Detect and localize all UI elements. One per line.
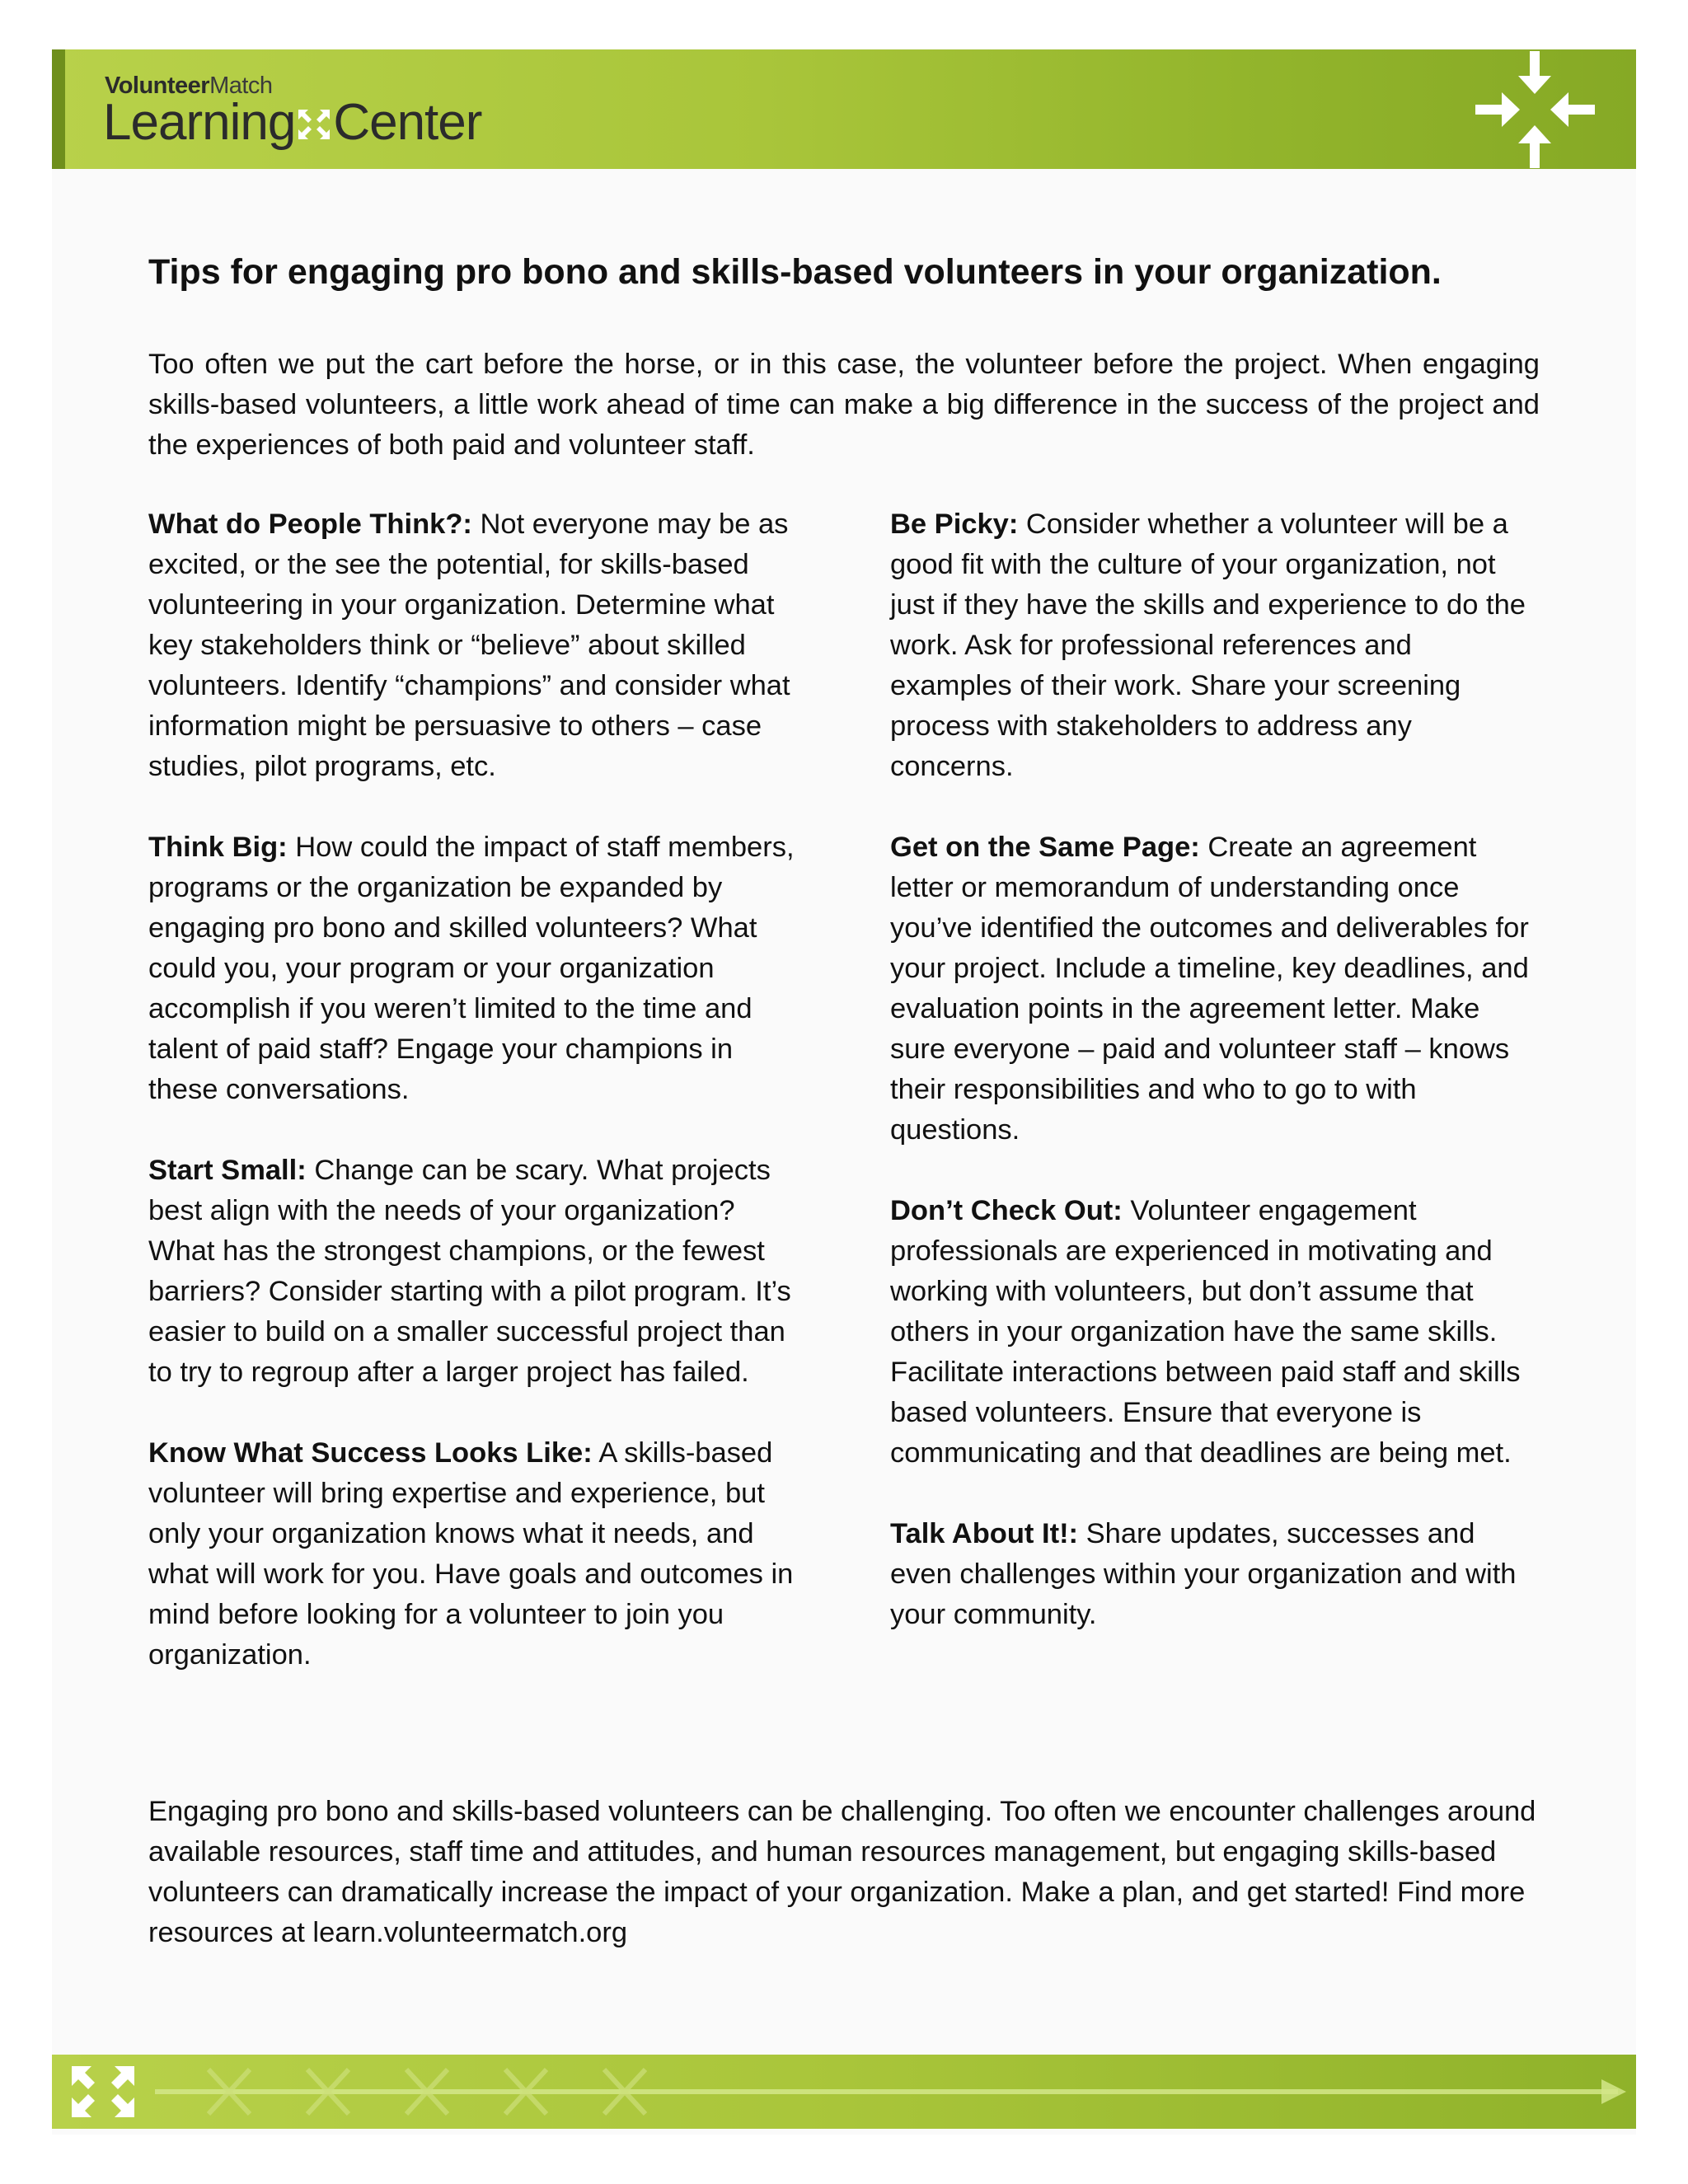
tip-text: Create an agreement letter or memorandum of understanding once you’ve identified the outcomes and deliverables for your project. Include a timeline, key deadlines, and evaluation points in the agreement letter. Make sure everyone – paid and volunteer staff – knows their responsibilities and who to go to with questions. [890,832,1529,1146]
footer-corner-arrows-icon [72,2066,134,2117]
tip-label: Think Big: [148,832,288,863]
tip-label: Get on the Same Page: [890,832,1200,863]
tip-label: Know What Success Looks Like: [148,1437,593,1469]
tip-what-do-people-think [148,504,799,787]
tip-text: Change can be scary. What projects best align with the needs of your organization? What has the strongest champions, or the fewest barriers? Consider starting with a pilot program. It’s easier to build on a smaller successful project than to try to regroup after a larger project has failed. [148,1155,791,1388]
brand-logo-large [103,94,482,151]
tip-start-small [148,1151,799,1393]
logo-center-text: Center [333,94,482,151]
tip-be-picky [890,504,1541,787]
logo-learning-text: Learning [103,94,296,151]
tip-text: How could the impact of staff members, programs or the organization be expanded by engaging pro bono and skilled volunteers? What could you, your program or your organization accomplish if you weren’t limited to the time and talent of paid staff? Engage your champions in these conversations. [148,832,795,1105]
tips-left-column [148,504,799,1716]
tip-text: Share updates, successes and even challenges within your organization and with your community. [890,1518,1517,1630]
tip-label: Talk About It!: [890,1518,1079,1549]
header-stripe [52,49,65,169]
tip-think-big [148,827,799,1110]
page-title: Tips for engaging pro bono and skills-based volunteers in your organization. [148,252,1442,292]
tip-text: Consider whether a volunteer will be a good fit with the culture of your organization, not just if they have the skills and experience to do the work. Ask for professional references and examples of their work. Share your screening process with stakeholders to address any concerns. [890,509,1526,782]
tip-label: Be Picky: [890,509,1019,540]
converging-arrows-icon [297,106,331,143]
tip-dont-check-out [890,1191,1541,1474]
footer-banner [52,2055,1636,2129]
header-arrows-icon [1475,51,1595,168]
closing-paragraph: Engaging pro bono and skills-based volunteers can be challenging. Too often we encounter challenges around available resources, staff time and attitudes, and human resources management, but engaging skills-based volunteers can dramatically increase the impact of your organization. Make a plan, and get started! Find more resources at learn.volunteermatch.org [148,1796,1536,1948]
tip-label: Don’t Check Out: [890,1195,1123,1226]
tips-right-column [890,504,1541,1675]
footer-arrows-decoration [52,2055,1636,2129]
tip-text: A skills-based volunteer will bring expertise and experience, but only your organization knows what it needs, and what will work for you. Have goals and outcomes in mind before looking for a volunteer to join you organization. [148,1437,794,1671]
brand-logo-small: VolunteerMatch [105,73,273,99]
tip-get-on-the-same-page [890,827,1541,1151]
tip-label: What do People Think?: [148,509,472,540]
tip-talk-about-it [890,1514,1541,1635]
header-banner [52,49,1636,169]
tip-text: Not everyone may be as excited, or the see the potential, for skills-based volunteering in your organization. Determine what key stakeholders think or “believe” about skilled volunteers. Identify “champions” and consider what information might be persuasive to others – case studies, pilot programs, etc. [148,509,790,782]
tip-know-what-success-looks-like [148,1433,799,1675]
intro-paragraph: Too often we put the cart before the horse, or in this case, the volunteer before the project. When engaging skills-based volunteers, a little work ahead of time can make a big difference in the success of the project and the experiences of both paid and volunteer staff. [148,349,1540,461]
tip-text: Volunteer engagement professionals are experienced in motivating and working with volunteers, but don’t assume that others in your organization have the same skills. Facilitate interactions between paid staff and skills based volunteers. Ensure that everyone is communicating and that deadlines are being met. [890,1195,1521,1469]
tip-label: Start Small: [148,1155,307,1186]
